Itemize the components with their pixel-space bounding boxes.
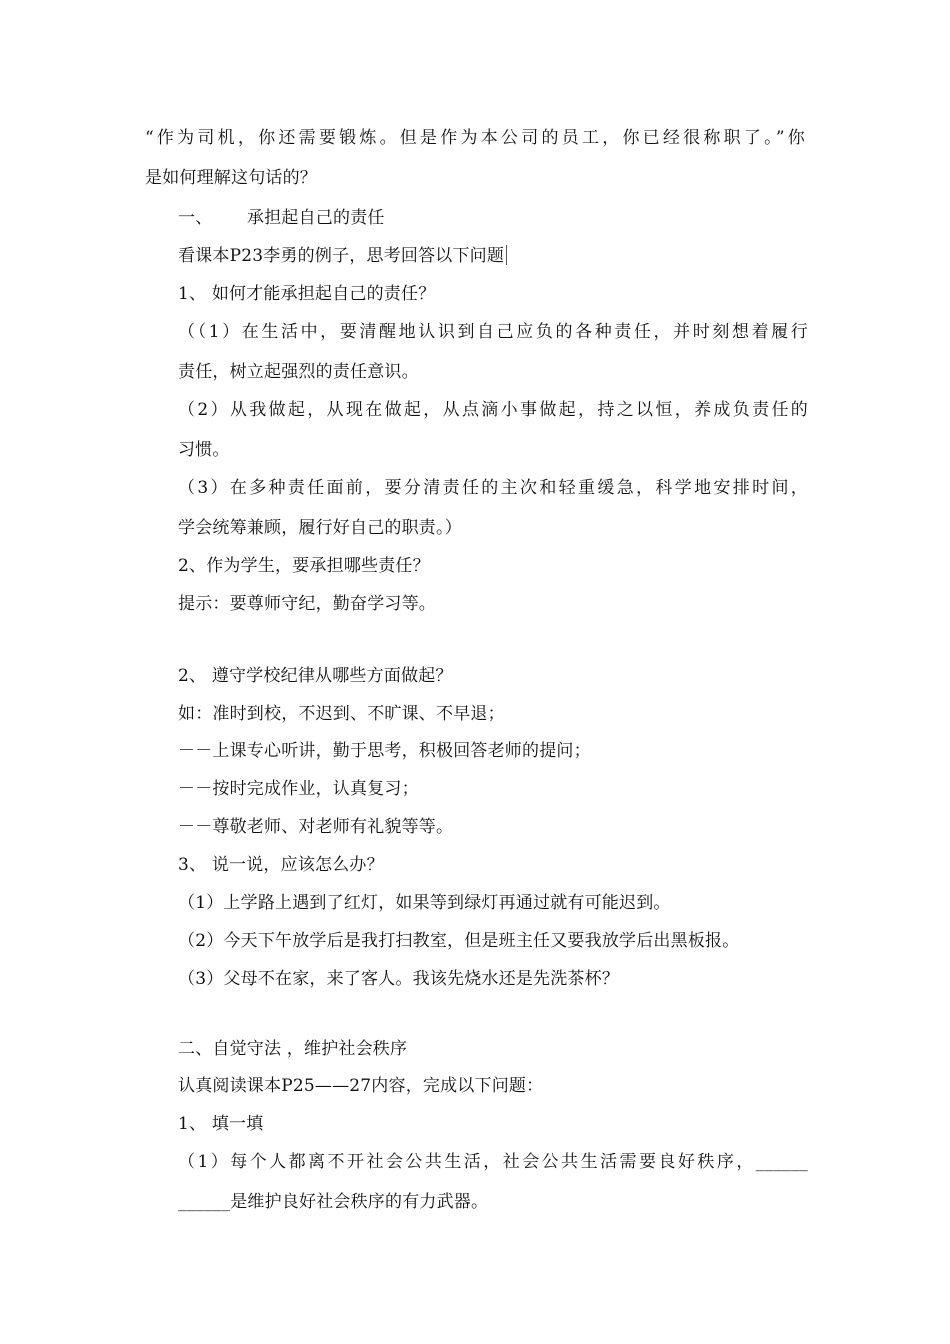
paragraph-line: “作为司机，你还需要锻炼。但是作为本公司的员工，你已经很称职了。”你 [145,128,805,148]
question-heading: 1、 如何才能承担起自己的责任？ [178,284,436,304]
paragraph-line: 如：准时到校，不迟到、不旷课、不早退； [178,704,505,724]
paragraph-line: （3）在多种责任面前，要分清责任的主次和轻重缓急，科学地安排时间， [178,478,808,498]
paragraph-line: 是如何理解这句话的？ [145,168,317,188]
paragraph-line [178,244,507,268]
paragraph-line: 提示：要尊师守纪，勤奋学习等。 [178,594,436,614]
paragraph-line: （1）每个人都离不开社会公共生活，社会公共生活需要良好秩序，______ [178,1152,808,1172]
question-heading: 3、 说一说，应该怎么办？ [178,855,384,875]
paragraph-line: 习惯。 [178,440,230,460]
question-heading: 1、 填一填 [178,1114,264,1134]
paragraph-line: （1）上学路上遇到了红灯，如果等到绿灯再通过就有可能迟到。 [178,893,671,913]
paragraph-line: －－尊敬老师、对老师有礼貌等等。 [178,817,454,837]
paragraph-line: 认真阅读课本P25——27内容，完成以下问题： [178,1076,544,1096]
section-number: 一、 [178,208,213,228]
paragraph-line: （2）今天下午放学后是我打扫教室，但是班主任又要我放学后出黑板报。 [178,931,740,951]
paragraph-line: －－按时完成作业，认真复习； [178,779,419,799]
paragraph-text: 看课本P23李勇的例子，思考回答以下问题 [178,246,505,266]
question-heading: 2、作为学生，要承担哪些责任？ [178,556,430,576]
paragraph-line: ______是维护良好社会秩序的有力武器。 [178,1192,489,1212]
paragraph-line: 责任，树立起强烈的责任意识。 [178,362,419,382]
paragraph-line: 学会统筹兼顾，履行好自己的职责。） [178,518,462,538]
paragraph-line: （（1）在生活中，要清醒地认识到自己应负的各种责任，并时刻想着履行 [178,322,808,342]
paragraph-line: （3）父母不在家，来了客人。我该先烧水还是先洗茶杯？ [178,969,620,989]
question-heading: 2、 遵守学校纪律从哪些方面做起？ [178,666,453,686]
paragraph-line: －－上课专心听讲，勤于思考，积极回答老师的提问； [178,741,591,761]
paragraph-line: （2）从我做起，从现在做起，从点滴小事做起，持之以恒，养成负责任的 [178,400,808,420]
text-cursor [506,245,507,265]
section-heading: 二、自觉守法 ，维护社会秩序 [178,1039,408,1059]
section-heading: 承担起自己的责任 [247,208,385,228]
